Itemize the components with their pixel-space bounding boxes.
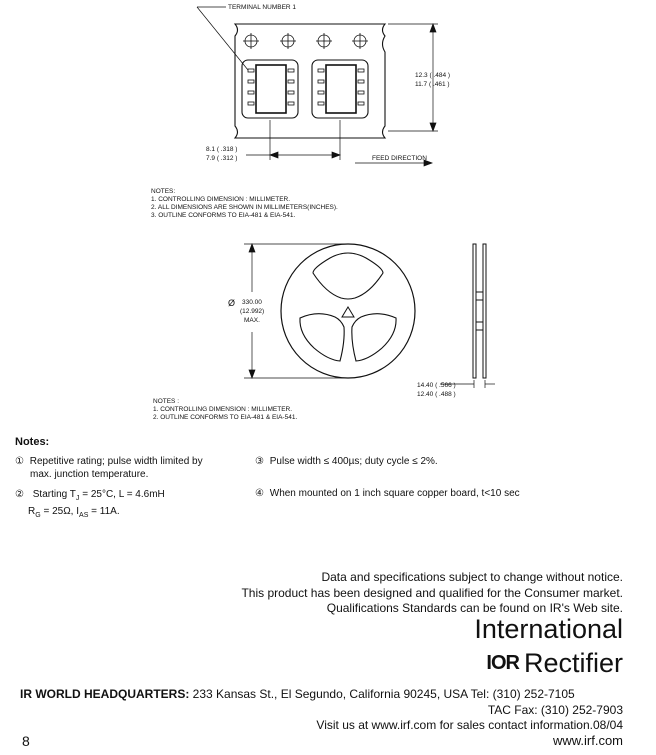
disclaimer-3: Qualifications Standards can be found on IR's Web site. <box>326 601 623 615</box>
note-2-sub-g: G <box>35 512 41 519</box>
note-2-sub-j: J <box>75 495 80 502</box>
note-4-text: When mounted on 1 inch square copper board, t<10 sec <box>269 488 520 499</box>
diameter-dim-3: MAX. <box>244 317 260 324</box>
tape-notes <box>151 188 338 220</box>
terminal-leader-diag <box>197 7 248 70</box>
note-2-text-a: Starting T <box>32 489 76 500</box>
hq-label: IR WORLD HEADQUARTERS: <box>20 687 190 701</box>
width-dim-1: 14.40 ( .566 ) <box>417 382 456 389</box>
disclaimer-1: Data and specifications subject to change without notice. <box>321 570 623 584</box>
note-2-mark: ② <box>15 489 24 500</box>
note-2-sub-as: AS <box>79 512 89 519</box>
note-1 <box>15 455 203 481</box>
diameter-symbol: Ø <box>228 298 236 308</box>
feed-direction-label: FEED DIRECTION <box>372 155 427 162</box>
website-link[interactable]: www.irf.com <box>552 733 623 748</box>
component-pocket-1 <box>242 60 298 118</box>
page-number: 8 <box>22 733 30 749</box>
tac-fax: TAC Fax: (310) 252-7903 <box>487 703 623 717</box>
reel-window-top <box>313 253 383 299</box>
note-3 <box>255 455 438 468</box>
note-2-text-e: = 11A. <box>88 506 120 517</box>
brand-international: International <box>474 614 623 644</box>
terminal-label: TERMINAL NUMBER 1 <box>228 4 297 11</box>
tape-note-1: 1. CONTROLLING DIMENSION : MILLIMETER. <box>151 196 291 203</box>
tape-pitch-dimension <box>246 120 340 160</box>
height-dim-2: 11.7 ( .461 ) <box>415 81 450 88</box>
reel-window-right <box>352 314 396 361</box>
reel-notes-title: NOTES : <box>153 398 180 405</box>
note-2-text-b: = 25°C, L = 4.6mH <box>79 489 165 500</box>
note-3-text: Pulse width ≤ 400µs; duty cycle ≤ 2%. <box>269 456 438 467</box>
note-2-text-d: = 25Ω, I <box>40 506 80 517</box>
reel-window-left <box>300 314 344 361</box>
pitch-dim-1: 8.1 ( .318 ) <box>206 146 238 153</box>
note-4 <box>255 487 520 500</box>
tape-notes-title: NOTES: <box>151 188 176 195</box>
tape-note-2: 2. ALL DIMENSIONS ARE SHOWN IN MILLIMETERS(INCHES). <box>151 204 338 211</box>
notes-title: Notes: <box>15 436 50 448</box>
reel-note-1: 1. CONTROLLING DIMENSION : MILLIMETER. <box>153 406 293 413</box>
reel <box>281 244 415 378</box>
note-1-mark: ① <box>15 456 24 467</box>
pitch-dim-2: 7.9 ( .312 ) <box>206 155 238 162</box>
note-4-mark: ④ <box>255 488 264 499</box>
note-2 <box>15 488 165 522</box>
brand-logo-row <box>486 648 623 679</box>
disclaimer-2: This product has been designed and qualified for the Consumer market. <box>241 586 623 600</box>
visit-line: Visit us at www.irf.com for sales contact information.08/04 <box>316 718 623 732</box>
component-pocket-2 <box>312 60 368 118</box>
diameter-dim-2: (12.992) <box>240 308 265 315</box>
reel-hub <box>342 307 354 317</box>
height-dim-1: 12.3 ( .484 ) <box>415 72 451 79</box>
note-1-line1: Repetitive rating; pulse width limited by <box>29 456 203 467</box>
width-dim-2: 12.40 ( .488 ) <box>417 391 456 398</box>
reel-note-2: 2. OUTLINE CONFORMS TO EIA-481 & EIA-541. <box>153 414 298 421</box>
reel-notes <box>153 398 297 422</box>
reel-drawing <box>0 230 656 410</box>
tape-drawing <box>0 0 656 185</box>
tape-note-3: 3. OUTLINE CONFORMS TO EIA-481 & EIA-541. <box>151 212 296 219</box>
hq-line <box>20 687 575 701</box>
note-3-mark: ③ <box>255 456 264 467</box>
reel-side-view <box>473 244 486 378</box>
sprocket-holes <box>243 33 368 49</box>
diameter-dim-1: 330.00 <box>242 299 262 306</box>
note-2-text-c: R <box>28 506 36 517</box>
note-1-line2: max. junction temperature. <box>30 469 149 480</box>
hq-address: 233 Kansas St., El Segundo, California 90245, USA Tel: (310) 252-7105 <box>189 687 575 701</box>
ior-logo: IOR <box>486 652 519 674</box>
brand-rectifier: Rectifier <box>523 648 623 678</box>
